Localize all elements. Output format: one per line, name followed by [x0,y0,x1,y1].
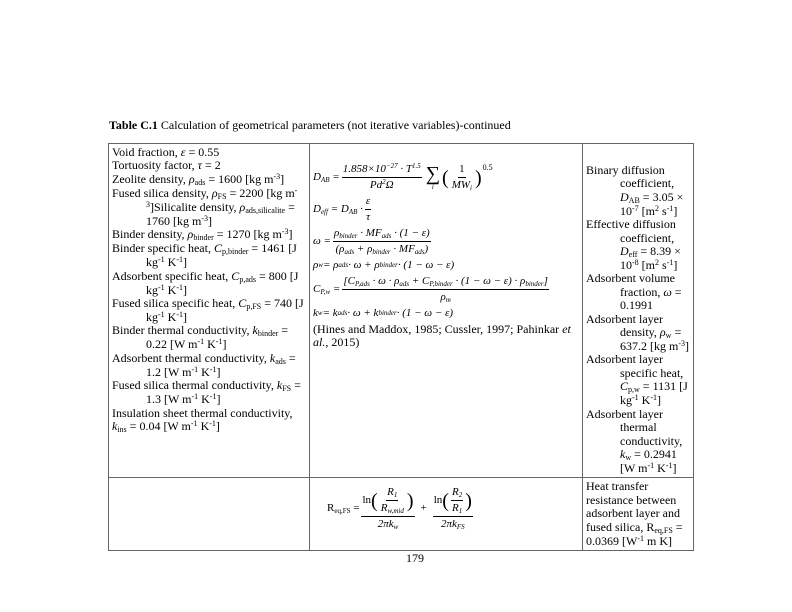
superscript: -3 [273,171,281,181]
text-segment: = 0.55 [185,145,220,159]
subscript: p,w [628,385,640,395]
text-segment: = 2200 [kg m [226,185,295,200]
math-symbol: ρ [239,199,246,214]
text-segment: ρ [440,291,446,303]
superscript: −27 [385,162,398,170]
text-segment: = [330,283,341,295]
math-symbol: k [112,419,118,434]
subscript: P,w [320,288,331,296]
parameter-entry [112,173,306,187]
text-segment: = 0.1991 [620,284,682,313]
parameter-entry [112,407,306,434]
text-segment: Heat transfer resistance between adsorbent layer and fused silica, R [586,479,680,534]
text-segment: = 1461 [J kg [146,241,297,270]
text-segment: Effective diffusion coefficient, [586,217,676,245]
text-segment: Adsorbent layer thermal conductivity, [586,406,683,448]
math-symbol: C [231,268,240,283]
formula-part [327,502,359,515]
text-segment: ) [424,243,429,255]
superscript: 2 [382,178,386,186]
exponent: 0.5 [482,163,493,172]
superscript: 2 [655,203,660,213]
subscript: FS [282,384,292,394]
text-segment: = 637.2 [kg m [620,325,682,354]
subscript: ads [338,261,349,269]
equation-rho-w [313,259,575,272]
text-segment: = 2 [201,158,221,173]
text-segment: Fused silica thermal conductivity, [112,378,277,393]
text-segment: · (1 − ω − ε) · ρ [452,275,526,287]
text-segment: 2πk [377,518,394,531]
parameter-entry [112,270,306,297]
superscript: -1 [197,337,205,347]
subscript: ads [344,248,355,256]
text-segment: = 1270 [kg m [213,227,282,242]
formula-part [313,203,363,216]
right-paren: ) [465,489,472,512]
subscript: ads [381,232,392,240]
text-segment: K [198,392,210,407]
subscript: i [470,184,472,192]
subscript: binder [378,309,397,317]
text-segment: = 740 [J kg [146,296,304,325]
text-segment: Adsorbent volume fraction, [586,271,675,299]
text-segment: ] [657,393,662,408]
math-symbol: ρ [659,325,666,340]
parameter-entry [112,242,306,269]
math-symbol: et al. [313,322,571,350]
text-segment: Binder specific heat, [112,241,214,256]
math-symbol: C [213,241,222,256]
superscript: -1 [158,255,165,265]
left-paren: ( [442,489,449,512]
table-label: Table C.1 [109,118,158,132]
text-segment: · T [397,163,412,175]
math-symbol: ε [180,145,186,159]
text-segment: Binder thermal conductivity, [112,323,253,338]
text-segment: = 800 [J kg [146,268,299,297]
text-segment: = k [322,307,338,319]
formula-part [342,275,549,290]
math-symbol: ρ [211,185,218,200]
text-segment: Adsorbent layer density, [586,311,663,340]
text-segment: Adsorbent thermal conductivity, [112,350,270,365]
text-segment: Fused silica specific heat, [112,296,239,311]
table-row [109,144,694,478]
text-segment: ] [216,392,221,407]
equations-cell [310,144,583,478]
text-segment: ] [543,275,548,287]
parameter-entry [586,272,690,312]
text-segment: ] [280,171,285,186]
parameter-entry [586,353,690,407]
subscript: eff [320,208,328,216]
subscript: w [317,309,323,317]
superscript: -3 [281,227,289,237]
inner-numerator: 1 [458,163,466,178]
parameter-entry [586,164,690,218]
text-segment: ] [215,419,220,434]
subscript: w [318,261,323,269]
resistance-result [586,480,690,548]
subscript: binder [193,233,214,243]
text-segment: Binary diffusion coefficient, [586,163,675,191]
subscript: P,ads [354,280,370,288]
text-segment: = 1600 [kg m [205,171,274,186]
text-segment: C [313,283,321,295]
superscript: -3 [146,185,298,209]
superscript: -1 [158,310,165,320]
ln-label: ln [362,494,372,507]
superscript: -1 [665,460,673,470]
text-segment: (Hines and Maddox, 1985; Cussler, 1997; Pahinkar [313,322,563,336]
text-segment: K [204,337,216,352]
text-segment: = 8.39 × 10 [620,244,681,273]
text-segment: = 1.2 [W m [146,350,296,379]
text-segment: = [350,502,360,515]
superscript: -1 [209,364,217,374]
text-segment: K [164,255,177,270]
text-segment: = 1.3 [W m [146,378,301,407]
text-segment: K [197,419,210,434]
equation-deff [313,195,575,224]
formula-part [377,517,400,531]
text-segment: D [313,203,321,215]
equation-omega [313,227,575,256]
text-segment: Fused silica density, [112,185,212,200]
subscript: ads [337,309,348,317]
text-segment: Ω [385,179,394,191]
subscript: AB [320,176,330,184]
text-segment: K [164,282,177,297]
superscript: -7 [632,203,639,213]
left-paren: ( [442,166,449,189]
text-segment: Insulation sheet thermal conductivity, [112,405,293,420]
parameters-table [108,143,694,551]
text-segment: ] [672,460,677,475]
subscript: ads [194,177,206,187]
text-segment: K [638,393,651,408]
subscript: w,mid [387,507,404,516]
parameter-entry [112,352,306,379]
sum-symbol: ∑ [425,163,441,185]
math-symbol: D [620,189,629,204]
text-segment: = ρ [322,259,339,271]
math-symbol: k [252,323,258,338]
text-segment: Binder density, [112,227,188,242]
parameter-entry [112,159,306,172]
parameter-entry [112,187,306,228]
formula-part [380,501,405,515]
superscript: -1 [190,419,198,429]
text-segment: + C [409,275,430,287]
subscript: w [393,523,399,532]
text-segment: , 2015) [325,335,360,350]
text-segment: Tortuosity factor, [112,158,198,173]
subscript: binder [257,329,279,339]
parameter-entry [586,408,690,476]
formula-part [451,178,473,192]
math-symbol: ω [663,284,672,299]
math-symbol: τ [197,158,202,173]
subscript: ins [117,425,127,435]
superscript: -1 [215,337,223,347]
subscript: AB [628,195,640,205]
text-segment: k [313,307,318,319]
subscript: ads [399,280,410,288]
formula-part [451,486,463,501]
math-symbol: C [238,296,247,311]
text-segment: Adsorbent layer specific heat, [586,352,684,380]
superscript: -1 [632,393,639,403]
subscript: 1 [393,491,398,500]
subscript: AB [348,208,358,216]
equation-k-w [313,307,575,320]
parameter-entry [112,228,306,242]
subscript: FS [217,191,227,201]
table-caption [109,118,511,133]
text-segment: R [327,502,335,515]
text-segment: Zeolite density, [112,171,189,186]
right-paren: ) [474,166,482,189]
formula-part [369,178,395,192]
superscript: -1 [666,258,674,268]
text-segment: [C [343,275,355,287]
text-segment: Pd [369,179,383,191]
parameter-entry [586,313,690,354]
text-segment: · ω + k [347,307,379,319]
text-segment: ] [685,339,690,354]
text-segment: · MF [390,243,415,255]
subscript: binder [525,280,544,288]
math-symbol: C [620,379,629,394]
text-segment: = 1131 [J kg [620,379,688,408]
plus-sign: + [420,502,427,515]
superscript: -1 [637,533,644,543]
text-segment: R [387,486,394,499]
superscript: -3 [678,339,686,349]
resistance-equation-cell [310,478,583,551]
subscript: p,binder [221,247,249,257]
text-segment: K [198,364,210,379]
table-caption-text: Calculation of geometrical parameters (not iterative variables)-continued [157,118,511,132]
text-segment: · (1 − ω − ε) [396,307,453,319]
empty-cell [109,478,310,551]
text-segment: Adsorbent specific heat, [112,268,232,283]
text-segment: [m [638,258,656,273]
right-paren: ) [406,489,414,512]
superscript: -1 [176,310,184,320]
subscript: ads [275,356,286,366]
text-segment: ] [673,203,678,218]
resistance-result-cell [583,478,694,551]
text-segment: = 0.2941 [W m [620,446,677,475]
superscript: -1 [191,364,199,374]
text-segment: 2πk [440,518,457,531]
superscript: -1 [209,392,217,402]
text-segment: = 0.22 [W m [146,323,289,352]
results-cell [583,144,694,478]
text-segment: ] [216,364,221,379]
subscript: binder [379,261,398,269]
text-segment: R [451,502,459,515]
equation-r-eq-fs [327,486,579,531]
superscript: -1 [176,255,184,265]
math-symbol: k [276,378,283,393]
text-segment: ω = [313,235,331,247]
text-segment: s [659,203,667,218]
math-symbol: ρ [188,171,195,186]
equation-cp-w [313,275,575,304]
text-segment: ρ [313,259,319,271]
text-segment: ] [673,258,678,273]
text-segment: · MF [357,227,382,239]
text-segment: ] [183,310,188,325]
text-segment: ]Silicalite density, [150,199,240,214]
text-segment: = 3.05 × 10 [620,189,684,218]
formula-part [334,242,429,256]
text-segment: = 1760 [kg m [146,199,295,228]
superscript: -1 [666,203,674,213]
formula-part [333,227,431,242]
text-segment: ] [183,282,188,297]
denominator: τ [366,211,371,223]
formula-part [313,235,331,248]
sum-index: i [431,183,434,191]
input-parameters-cell [109,144,310,478]
text-segment: · ω · ρ [369,275,400,287]
text-segment: [m [638,203,656,218]
text-segment: MW [451,179,471,191]
subscript: eq,FS [334,507,351,516]
formula-part [439,290,451,304]
references [313,323,579,350]
subscript: w [665,331,672,341]
subscript: FS [456,523,465,532]
subscript: eq,FS [654,525,673,535]
parameter-entry [112,324,306,351]
subscript: binder [372,248,391,256]
superscript: -1 [191,392,199,402]
subscript: p,FS [246,302,262,312]
superscript: -8 [632,258,639,268]
equation-dab [313,163,575,192]
page-number: 179 [406,551,424,565]
superscript: -3 [201,213,209,223]
text-segment: ] [222,337,227,352]
subscript: w [625,452,632,462]
text-segment: · ω + ρ [348,259,380,271]
superscript: -1 [158,282,165,292]
text-segment: · (1 − ω − ε) [397,259,455,271]
text-segment: R [451,486,459,499]
math-symbol: k [620,446,626,461]
text-segment: Void fraction, [112,145,181,159]
text-segment: ρ [333,227,340,239]
subscript: 2 [458,491,463,500]
text-segment: ] [288,227,293,242]
text-segment: (ρ [335,243,345,255]
subscript: p,ads [239,274,256,284]
formula-part [313,171,340,184]
subscript: binder [339,232,358,240]
text-segment: ] [208,213,213,228]
parameter-entry [112,297,306,324]
text-segment: s [659,258,667,273]
text-segment: m K] [644,533,672,548]
subscript: ads [414,248,425,256]
text-segment: = [329,171,340,183]
formula-part [342,163,422,178]
superscript: -1 [650,393,658,403]
superscript: -1 [647,460,655,470]
text-segment: + ρ [354,243,373,255]
formula-part [386,486,398,501]
text-segment: = D [327,203,349,215]
subscript: m [445,296,451,304]
left-paren: ( [371,489,378,512]
text-segment: 1.858×10 [342,163,386,175]
text-segment: = 0.04 [W m [126,419,191,434]
ln-label: ln [433,494,443,507]
superscript: 1.5 [412,162,421,170]
subscript: P,binder [429,280,453,288]
text-segment: · [357,203,363,215]
math-symbol: ρ [187,227,194,242]
subscript: ads,silicalite [245,205,286,215]
parameter-entry [112,379,306,406]
parameter-entry [586,218,690,272]
text-segment: · (1 − ε) [391,227,430,239]
table-row [109,478,694,551]
text-segment: ] [183,255,188,270]
superscript: 2 [655,258,660,268]
formula-part [440,517,466,531]
text-segment: K [654,460,666,475]
superscript: -1 [209,419,216,429]
math-symbol: k [269,350,276,365]
text-segment: = 0.0369 [W [586,519,683,548]
parameter-entry [112,146,306,159]
formula-part [451,501,463,515]
subscript: eff [628,250,638,260]
text-segment: K [164,310,177,325]
text-segment: D [313,171,321,183]
superscript: -1 [176,282,184,292]
text-segment: R [380,502,388,515]
subscript: 1 [458,507,463,516]
math-symbol: D [620,244,629,259]
numerator: ε [365,195,371,210]
formula-part [313,283,340,296]
